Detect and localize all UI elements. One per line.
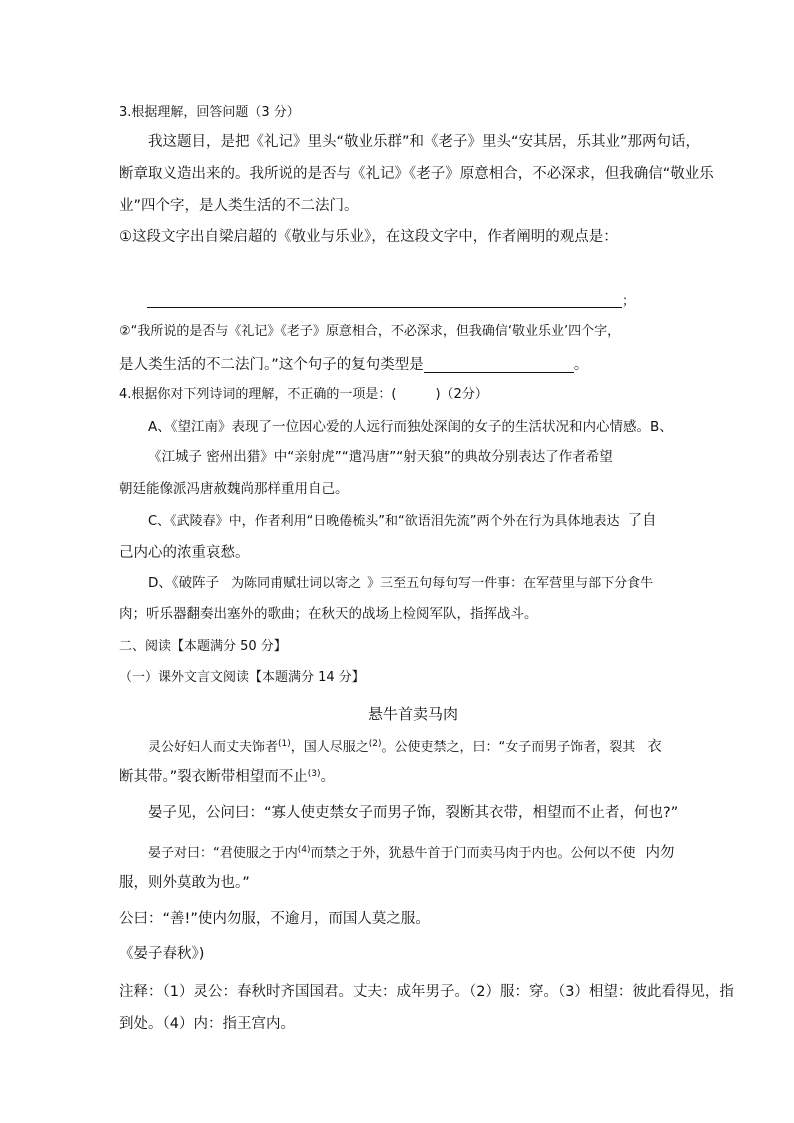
article-notes-line-2: 到处。（4）内：指王宫内。 xyxy=(119,1016,295,1032)
q3-passage-line-2: 断章取义造出来的。我所说的是否与《礼记》《老子》原意相合，不必深求，但我确信“敬业乐 xyxy=(119,166,714,182)
answer-line-end: ； xyxy=(622,294,636,309)
q4-option-c-line-2: 己内心的浓重哀愁。 xyxy=(119,545,250,561)
article-source: 《晏子春秋》) xyxy=(119,946,205,962)
answer-blank[interactable] xyxy=(424,371,574,373)
q4-heading: 4.根据你对下列诗词的理解，不正确的一项是：( )（2分） xyxy=(119,387,488,402)
q4-option-d-line-2: 肉；听乐器翻奏出塞外的歌曲；在秋天的战场上检阅军队，指挥战斗。 xyxy=(119,606,538,622)
q3-subquestion-2-line-2: 是人类生活的不二法门。”这个句子的复句类型是 。 xyxy=(119,357,589,373)
article-p4: 公曰：“善!”使内勿服，不逾月，而国人莫之服。 xyxy=(119,911,430,927)
q3-subquestion-1: ①这段文字出自梁启超的《敬业与乐业》，在这段文字中，作者阐明的观点是： xyxy=(119,229,618,245)
section-2-heading: 二、阅读【本题满分 50 分】 xyxy=(119,639,287,654)
q3-heading: 3.根据理解，回答问题（3 分） xyxy=(119,105,300,120)
section-2-subheading: （一）课外文言文阅读【本题满分 14 分】 xyxy=(119,670,365,685)
q4-option-b-line-2: 朝廷能像派冯唐赦魏尚那样重用自己。 xyxy=(119,481,349,497)
article-p2: 晏子见，公问曰：“寡人使吏禁女子而男子饰，裂断其衣带，相望而不止者，何也?” xyxy=(148,805,679,821)
article-p3-line-2: 服，则外莫敢为也。” xyxy=(119,875,250,891)
q3-answer-line-1[interactable] xyxy=(147,292,635,308)
footnote-ref: (3) xyxy=(307,769,321,779)
footnote-ref: (1) xyxy=(278,739,291,749)
answer-blank[interactable] xyxy=(147,306,622,308)
article-p1-line-2: 断其带。”裂衣断带相望而不止$^{(3)}$。 xyxy=(119,769,336,785)
q4-option-a: A、《望江南》表现了一位因心爱的人远行而独处深闺的女子的生活状况和内心情感。B、 xyxy=(148,419,673,435)
q3-passage-line-1: 我这题目，是把《礼记》里头“敬业乐群”和《老子》里头“安其居，乐其业”那两句话， xyxy=(148,134,701,150)
q4-option-c-line-1: C、《武陵春》中，作者利用“日晚倦梳头”和“欲语泪先流”两个外在行为具体地表达 了自 xyxy=(148,513,657,529)
article-title: 悬牛首卖马肉 xyxy=(368,705,459,723)
q4-option-b-line-1: 《江城子 密州出猎》中“亲射虎”“遣冯唐”“射天狼”的典故分别表达了作者希望 xyxy=(148,449,613,465)
article-p1-line-1: 灵公好妇人而丈夫饰者$^{(1)}$，国人尽服之$^{(2)}$。公使吏禁之，曰：“女子而男子饰者，裂其 衣 xyxy=(148,739,662,755)
q3-passage-line-3: 业”四个字，是人类生活的不二法门。 xyxy=(119,198,359,214)
article-notes-line-1: 注释：（1）灵公：春秋时齐国国君。丈夫：成年男子。（2）服：穿。（3）相望：彼此看得见，指 xyxy=(119,984,734,1000)
footnote-ref: (4) xyxy=(297,845,311,855)
footnote-ref: (2) xyxy=(368,739,382,749)
q3-subquestion-2-line-1: ②“我所说的是否与《礼记》《老子》原意相合，不必深求，但我确信‘敬业乐业’四个字， xyxy=(119,324,621,339)
article-p3-line-1: 晏子对曰：“君使服之于内$^{(4)}$而禁之于外，犹悬牛首于门而卖马肉于内也。公何以不使 内勿 xyxy=(148,845,675,861)
q4-option-d-line-1: D、《破阵子 为陈同甫赋壮词以寄之 》三至五句每句写一件事：在军营里与部下分食牛 xyxy=(148,575,654,591)
